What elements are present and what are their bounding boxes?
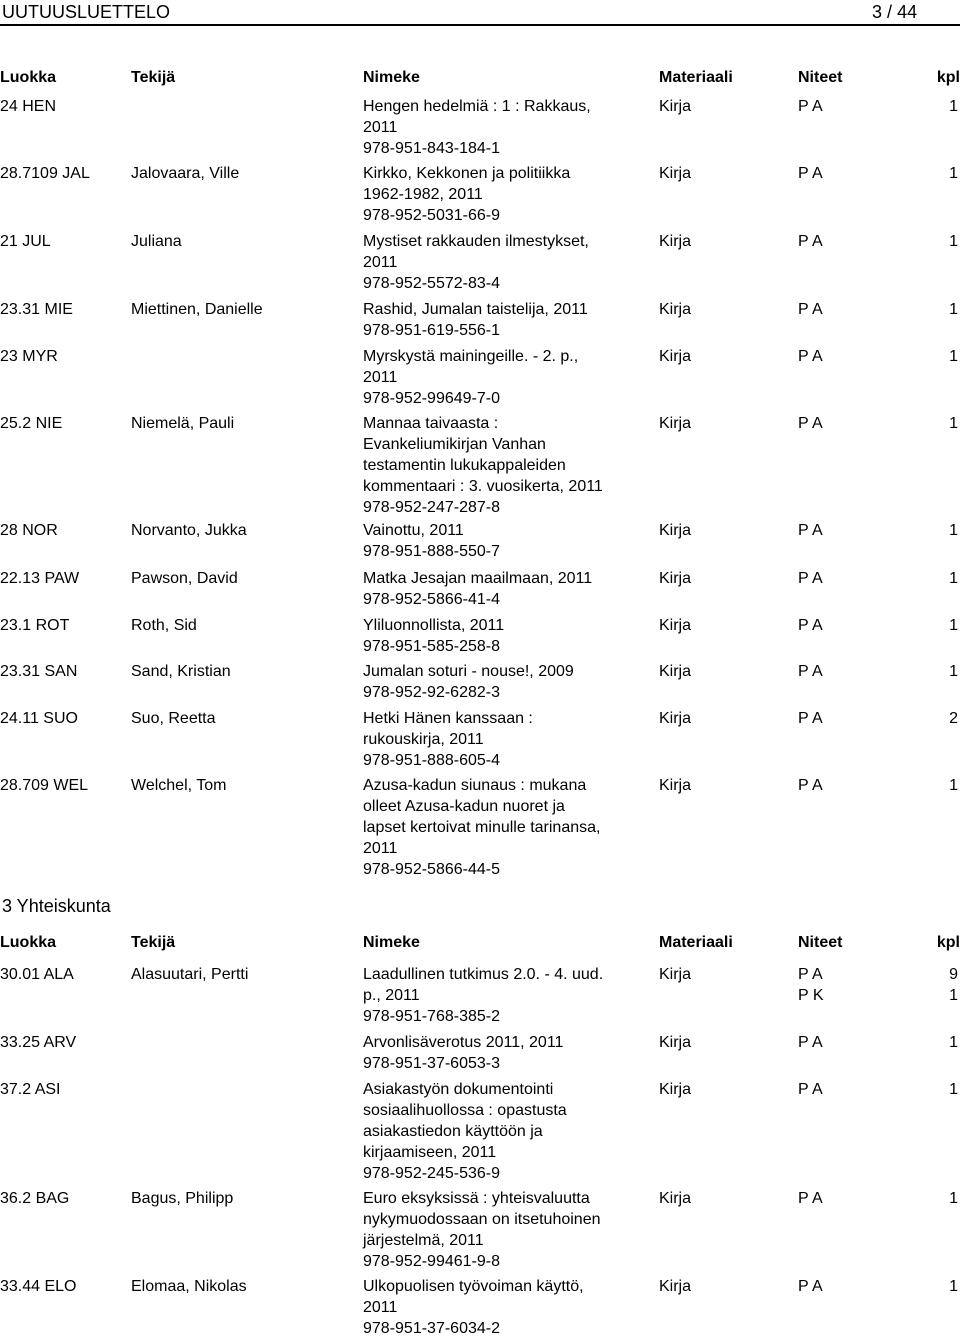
item-niteet: P A	[798, 1278, 823, 1295]
item-nimeke-line: Kirkko, Kekkonen ja politiikka	[363, 165, 571, 182]
item-nimeke-line: järjestelmä, 2011	[363, 1231, 484, 1249]
item-materiaali: Kirja	[659, 570, 692, 587]
item-kpl: 1	[949, 415, 958, 432]
item-nimeke-line: 978-951-843-184-1	[363, 139, 500, 157]
item-nimeke-line: 978-951-768-385-2	[363, 1007, 500, 1025]
item-nimeke-line: Hengen hedelmiä : 1 : Rakkaus,	[363, 98, 591, 115]
col-header-niteet: Niteet	[798, 934, 843, 951]
item-niteet: P A	[798, 1081, 823, 1098]
item-nimeke-line: Azusa-kadun siunaus : mukana	[363, 777, 587, 794]
item-nimeke-line: 2011	[363, 118, 398, 136]
item-nimeke-line: Myrskystä mainingeille. - 2. p.,	[363, 348, 579, 365]
item-luokka: 23.1 ROT	[0, 617, 70, 634]
item-tekija: Bagus, Philipp	[131, 1190, 234, 1207]
item-tekija: Norvanto, Jukka	[131, 522, 247, 539]
item-niteet: P A	[798, 710, 823, 727]
item-luokka: 23.31 MIE	[0, 301, 73, 318]
item-tekija: Jalovaara, Ville	[131, 165, 240, 182]
item-luokka: 28.7109 JAL	[0, 165, 90, 182]
col-header-materiaali: Materiaali	[659, 69, 733, 86]
item-nimeke-line: 2011	[363, 1298, 398, 1316]
item-materiaali: Kirja	[659, 522, 692, 539]
item-kpl: 1	[949, 986, 958, 1004]
item-nimeke-line: kommentaari : 3. vuosikerta, 2011	[363, 477, 603, 495]
item-materiaali: Kirja	[659, 98, 692, 115]
col-header-luokka: Luokka	[0, 934, 57, 951]
item-nimeke-line: 978-952-5866-41-4	[363, 590, 500, 608]
item-tekija: Suo, Reetta	[131, 710, 216, 727]
item-luokka: 25.2 NIE	[0, 415, 63, 432]
item-luokka: 24 HEN	[0, 98, 57, 115]
item-tekija: Roth, Sid	[131, 617, 197, 634]
item-nimeke-line: Rashid, Jumalan taistelija, 2011	[363, 301, 588, 318]
item-kpl: 1	[949, 301, 958, 318]
item-nimeke-line: 2011	[363, 839, 398, 857]
item-niteet: P A	[798, 1190, 823, 1207]
item-materiaali: Kirja	[659, 348, 692, 365]
item-luokka: 36.2 BAG	[0, 1190, 70, 1207]
item-niteet: P A	[798, 165, 823, 182]
item-kpl: 1	[949, 233, 958, 250]
item-kpl: 1	[949, 1278, 958, 1295]
item-tekija: Niemelä, Pauli	[131, 415, 235, 432]
item-nimeke-line: olleet Azusa-kadun nuoret ja	[363, 797, 565, 815]
item-kpl: 1	[949, 777, 958, 794]
page-header	[0, 0, 960, 24]
item-nimeke-line: Asiakastyön dokumentointi	[363, 1081, 554, 1098]
item-nimeke-line: Yliluonnollista, 2011	[363, 617, 505, 634]
col-header-materiaali: Materiaali	[659, 934, 733, 951]
item-nimeke-line: Mannaa taivaasta :	[363, 415, 499, 432]
item-niteet: P A	[798, 98, 823, 115]
item-materiaali: Kirja	[659, 663, 692, 680]
item-luokka: 23.31 SAN	[0, 663, 78, 680]
item-nimeke-line: 978-952-5031-66-9	[363, 206, 500, 224]
item-nimeke-line: 978-952-245-536-9	[363, 1164, 500, 1182]
item-nimeke-line: 978-952-5866-44-5	[363, 860, 500, 878]
item-nimeke-line: Jumalan soturi - nouse!, 2009	[363, 663, 574, 680]
item-tekija: Welchel, Tom	[131, 777, 227, 794]
item-nimeke-line: testamentin lukukappaleiden	[363, 456, 566, 474]
item-nimeke-line: lapset kertoivat minulle tarinansa,	[363, 818, 601, 836]
item-nimeke-line: Hetki Hänen kanssaan :	[363, 710, 533, 727]
item-tekija: Miettinen, Danielle	[131, 301, 263, 318]
item-nimeke-line: 1962-1982, 2011	[363, 185, 483, 203]
item-niteet: P A	[798, 301, 823, 318]
col-header-nimeke: Nimeke	[363, 934, 420, 951]
item-luokka: 28 NOR	[0, 522, 58, 539]
item-luokka: 33.44 ELO	[0, 1278, 77, 1295]
item-materiaali: Kirja	[659, 710, 692, 727]
item-materiaali: Kirja	[659, 165, 692, 182]
col-header-tekija: Tekijä	[131, 69, 176, 86]
item-tekija: Sand, Kristian	[131, 663, 231, 680]
item-kpl: 1	[949, 165, 958, 182]
col-header-nimeke: Nimeke	[363, 69, 420, 86]
item-tekija: Elomaa, Nikolas	[131, 1278, 247, 1295]
item-nimeke-line: 978-952-92-6282-3	[363, 683, 500, 701]
item-niteet: P A	[798, 522, 823, 539]
item-nimeke-line: 978-951-888-605-4	[363, 751, 500, 769]
item-niteet: P A	[798, 233, 823, 250]
item-luokka: 28.709 WEL	[0, 777, 89, 794]
item-niteet: P A	[798, 570, 823, 587]
item-luokka: 22.13 PAW	[0, 570, 80, 587]
item-nimeke-line: 978-951-888-550-7	[363, 542, 500, 560]
item-materiaali: Kirja	[659, 1190, 692, 1207]
item-kpl: 1	[949, 617, 958, 634]
item-niteet: P A	[798, 663, 823, 680]
item-niteet: P A	[798, 415, 823, 432]
item-nimeke-line: 2011	[363, 368, 398, 386]
item-materiaali: Kirja	[659, 301, 692, 318]
item-materiaali: Kirja	[659, 415, 692, 432]
item-luokka: 30.01 ALA	[0, 966, 74, 983]
item-nimeke-line: Evankeliumikirjan Vanhan	[363, 435, 546, 453]
item-kpl: 1	[949, 663, 958, 680]
item-tekija: Juliana	[131, 233, 182, 250]
item-materiaali: Kirja	[659, 966, 692, 983]
item-nimeke-line: Vainottu, 2011	[363, 522, 464, 539]
item-nimeke-line: sosiaalihuollossa : opastusta	[363, 1101, 567, 1119]
item-nimeke-line: 978-951-37-6053-3	[363, 1054, 500, 1072]
item-kpl: 1	[949, 570, 958, 587]
item-kpl: 2	[949, 710, 958, 727]
item-luokka: 21 JUL	[0, 233, 51, 250]
item-nimeke-line: 978-952-247-287-8	[363, 498, 500, 516]
item-nimeke-line: Matka Jesajan maailmaan, 2011	[363, 570, 593, 587]
item-materiaali: Kirja	[659, 1081, 692, 1098]
item-materiaali: Kirja	[659, 1034, 692, 1051]
item-materiaali: Kirja	[659, 777, 692, 794]
catalog-title: UUTUUSLUETTELO	[2, 2, 171, 22]
item-nimeke-line: 978-951-37-6034-2	[363, 1319, 500, 1337]
item-tekija: Alasuutari, Pertti	[131, 966, 249, 983]
item-materiaali: Kirja	[659, 617, 692, 634]
item-nimeke-line: 978-952-99649-7-0	[363, 389, 500, 407]
item-luokka: 33.25 ARV	[0, 1034, 77, 1051]
item-nimeke-line: p., 2011	[363, 986, 420, 1004]
item-luokka: 24.11 SUO	[0, 710, 78, 727]
item-nimeke-line: 978-952-5572-83-4	[363, 274, 500, 292]
item-nimeke-line: Euro eksyksissä : yhteisvaluutta	[363, 1190, 590, 1207]
item-nimeke-line: rukouskirja, 2011	[363, 730, 484, 748]
item-niteet: P A	[798, 617, 823, 634]
item-kpl: 1	[949, 522, 958, 539]
page-number: 3 / 44	[872, 2, 918, 22]
item-kpl: 9	[949, 966, 958, 983]
col-header-niteet: Niteet	[798, 69, 843, 86]
item-nimeke-line: Arvonlisäverotus 2011, 2011	[363, 1034, 564, 1051]
item-nimeke-line: 978-951-619-556-1	[363, 321, 500, 339]
item-nimeke-line: Laadullinen tutkimus 2.0. - 4. uud.	[363, 966, 604, 983]
section-heading: 3 Yhteiskunta	[2, 896, 111, 916]
item-tekija: Pawson, David	[131, 570, 238, 587]
col-header-tekija: Tekijä	[131, 934, 176, 951]
col-header-kpl: kpl	[936, 934, 960, 951]
item-kpl: 1	[949, 1081, 958, 1098]
item-nimeke-line: 978-951-585-258-8	[363, 637, 500, 655]
item-luokka: 23 MYR	[0, 348, 58, 365]
item-nimeke-line: nykymuodossaan on itsetuhoinen	[363, 1210, 601, 1228]
col-header-luokka: Luokka	[0, 69, 57, 86]
item-kpl: 1	[949, 1190, 958, 1207]
item-luokka: 37.2 ASI	[0, 1081, 61, 1098]
item-kpl: 1	[949, 98, 958, 115]
item-kpl: 1	[949, 348, 958, 365]
item-nimeke-line: asiakastiedon käyttöön ja	[363, 1122, 543, 1140]
item-nimeke-line: 2011	[363, 253, 398, 271]
col-header-kpl: kpl	[936, 69, 960, 86]
item-nimeke-line: Ulkopuolisen työvoiman käyttö,	[363, 1278, 584, 1295]
item-niteet: P A	[798, 348, 823, 365]
item-materiaali: Kirja	[659, 1278, 692, 1295]
item-nimeke-line: 978-952-99461-9-8	[363, 1252, 500, 1270]
item-niteet: P K	[798, 986, 824, 1004]
item-niteet: P A	[798, 777, 823, 794]
item-niteet: P A	[798, 966, 823, 983]
item-niteet: P A	[798, 1034, 823, 1051]
item-nimeke-line: kirjaamiseen, 2011	[363, 1143, 497, 1161]
item-materiaali: Kirja	[659, 233, 692, 250]
item-kpl: 1	[949, 1034, 958, 1051]
item-nimeke-line: Mystiset rakkauden ilmestykset,	[363, 233, 589, 250]
header-rule	[0, 24, 960, 26]
